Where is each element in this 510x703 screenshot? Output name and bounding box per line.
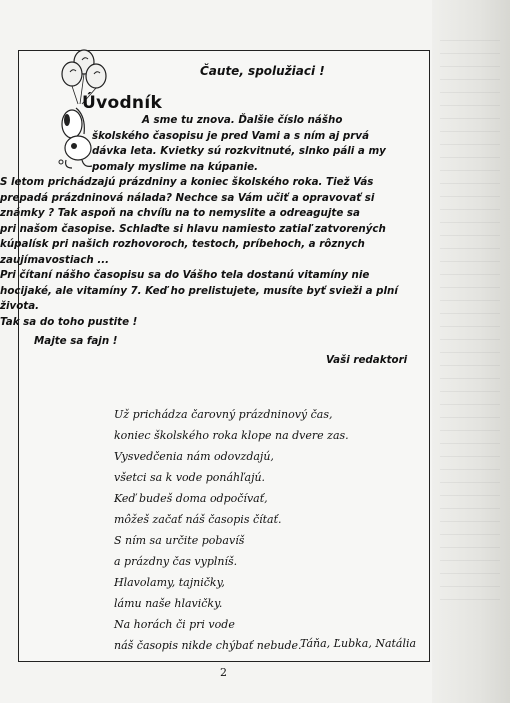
poem-line: Na horách či pri vode: [114, 618, 235, 631]
intro-line: pri našom časopise. Schlaďte si hlavu namiesto zatiaľ zatvorených: [0, 222, 386, 235]
poem-line: Keď budeš doma odpočívať,: [114, 492, 268, 505]
intro-line: zaujímavostiach ...: [0, 253, 110, 266]
poem-line: všetci sa k vode ponáhľajú.: [114, 471, 266, 484]
intro-line: školského časopisu je pred Vami a s ním aj prvá: [92, 129, 370, 142]
intro-line: prepadá prázdninová nálada? Nechce sa Vám učiť a opravovať si: [0, 191, 375, 204]
intro-line: S letom prichádzajú prázdniny a koniec školského roka. Tiež Vás: [0, 176, 374, 188]
intro-line: Tak sa do toho pustite !: [0, 315, 138, 328]
poem-line: lámu naše hlavičky.: [114, 597, 223, 610]
greeting-heading: Čaute, spolužiaci !: [200, 64, 325, 78]
intro-line: hocijaké, ale vitamíny 7. Keď ho prelistujete, musíte byť svieži a plní: [0, 284, 398, 297]
page-number: 2: [220, 666, 227, 679]
poem: [114, 404, 349, 656]
intro-text: [0, 113, 398, 330]
poem-line: môžeš začať náš časopis čítať.: [114, 513, 282, 526]
poem-line: Hlavolamy, tajničky,: [114, 576, 225, 589]
intro-line: známky ? Tak aspoň na chvíľu na to nemyslite a odreagujte sa: [0, 207, 360, 219]
poem-line: Už prichádza čarovný prázdninový čas,: [114, 408, 333, 421]
poem-line: Vysvedčenia nám odovzdajú,: [114, 450, 274, 463]
poem-line: a prázdny čas vyplníš.: [114, 555, 238, 568]
article-title: Úvodník: [82, 93, 163, 113]
intro-line: pomaly myslime na kúpanie.: [92, 160, 258, 173]
signoff-text: Majte sa fajn !: [34, 335, 118, 347]
poem-line: náš časopis nikde chýbať nebude.: [114, 639, 302, 652]
poem-line: S ním sa určite pobavíš: [114, 534, 245, 547]
editors-signature: Vaši redaktori: [326, 354, 408, 366]
facing-page-bleed: [440, 40, 500, 600]
intro-line: dávka leta. Kvietky sú rozkvitnuté, slnko páli a my: [92, 145, 386, 157]
intro-line: Pri čítaní nášho časopisu sa do Vášho tela dostanú vitamíny nie: [0, 269, 370, 281]
intro-line: A sme tu znova. Ďalšie číslo nášho: [142, 114, 343, 126]
poem-authors: Táňa, Ľubka, Natália: [300, 637, 417, 650]
poem-line: koniec školského roka klope na dvere zas.: [114, 429, 349, 442]
intro-line: kúpalísk pri našich rozhovoroch, testoch, príbehoch, a rôznych: [0, 238, 365, 250]
intro-line: života.: [0, 300, 40, 312]
